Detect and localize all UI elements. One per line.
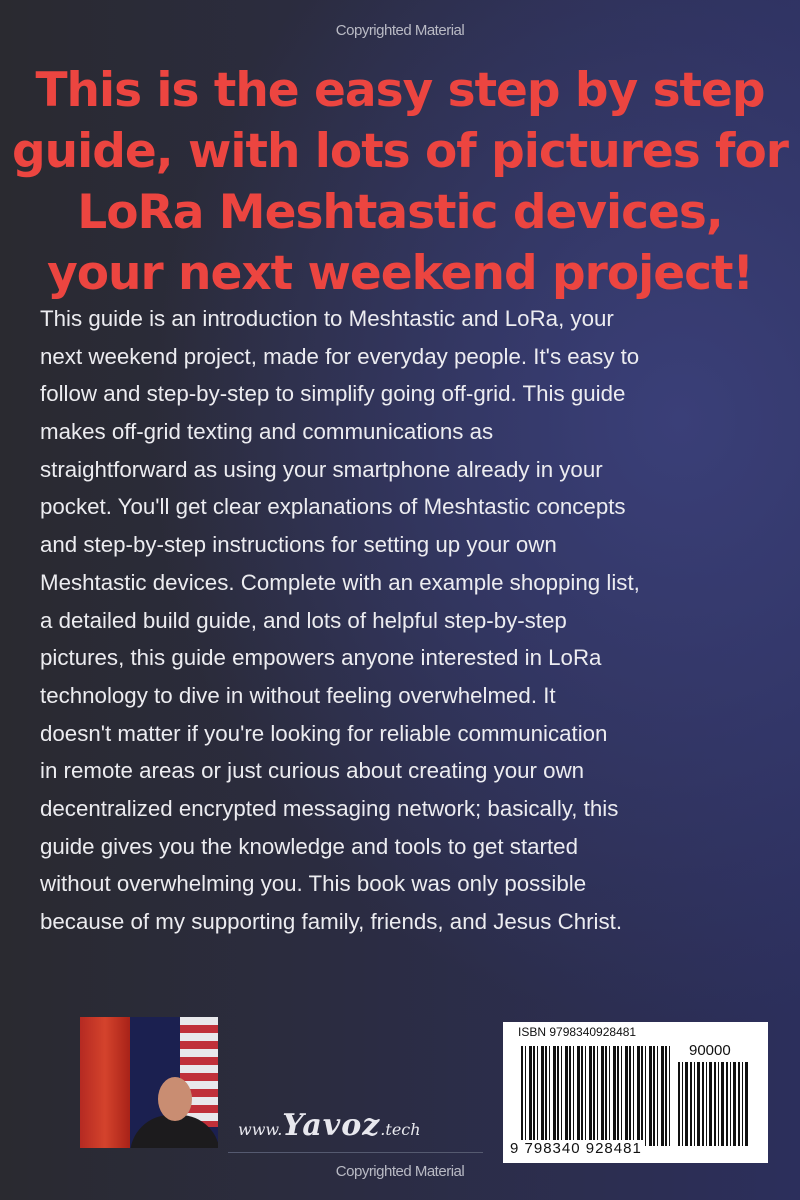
barcode-digits: 9 798340 928481 [507,1140,645,1157]
website-suffix: .tech [380,1120,421,1139]
headline-line: your next weekend project! [47,246,753,301]
description-line: doesn't matter if you're looking for reliable communication [40,720,608,746]
headline-line: guide, with lots of pictures for [12,124,788,179]
description-line: follow and step-by-step to simplify going off-grid. This guide [40,381,626,407]
description-line: pictures, this guide empowers anyone interested in LoRa [40,645,602,671]
flag-red [80,1017,130,1148]
description-line: guide gives you the knowledge and tools to get started [40,833,578,859]
description-line: a detailed build guide, and lots of helpful step-by-step [40,607,567,633]
description-line: because of my supporting family, friends, and Jesus Christ. [40,909,623,934]
description-line: next weekend project, made for everyday people. It's easy to [40,343,640,369]
description-line: and step-by-step instructions for setting up your own [40,532,557,558]
description-line: Meshtastic devices. Complete with an example shopping list, [40,569,640,595]
description-line: makes off-grid texting and communications as [40,419,494,445]
price-barcode-bars [678,1062,748,1146]
description-line: technology to dive in without feeling overwhelmed. It [40,682,556,708]
website-name: Yavoz [282,1108,381,1143]
description-line: This guide is an introduction to Meshtastic and LoRa, your [40,306,614,331]
author-head [158,1077,192,1121]
headline-line: This is the easy step by step [35,63,765,118]
description-line: in remote areas or just curious about creating your own [40,758,585,784]
description-line: decentralized encrypted messaging network; basically, this [40,795,619,821]
description [40,300,780,941]
barcode-bars [521,1046,671,1146]
divider [228,1152,483,1153]
isbn-label: ISBN 9798340928481 [518,1025,637,1039]
author-photo [80,1017,218,1148]
price-code: 90000 [689,1042,731,1059]
copyright-watermark-top: Copyrighted Material [335,22,465,39]
headline [0,60,800,304]
description-line: straightforward as using your smartphone already in your [40,456,603,482]
isbn-barcode [503,1022,768,1163]
website-prefix: www. [238,1120,283,1139]
copyright-watermark-bottom: Copyrighted Material [335,1163,465,1180]
website-logo [238,1108,421,1143]
description-line: pocket. You'll get clear explanations of Meshtastic concepts [40,494,626,520]
headline-line: LoRa Meshtastic devices, [77,185,723,240]
description-line: without overwhelming you. This book was only possible [40,871,587,897]
